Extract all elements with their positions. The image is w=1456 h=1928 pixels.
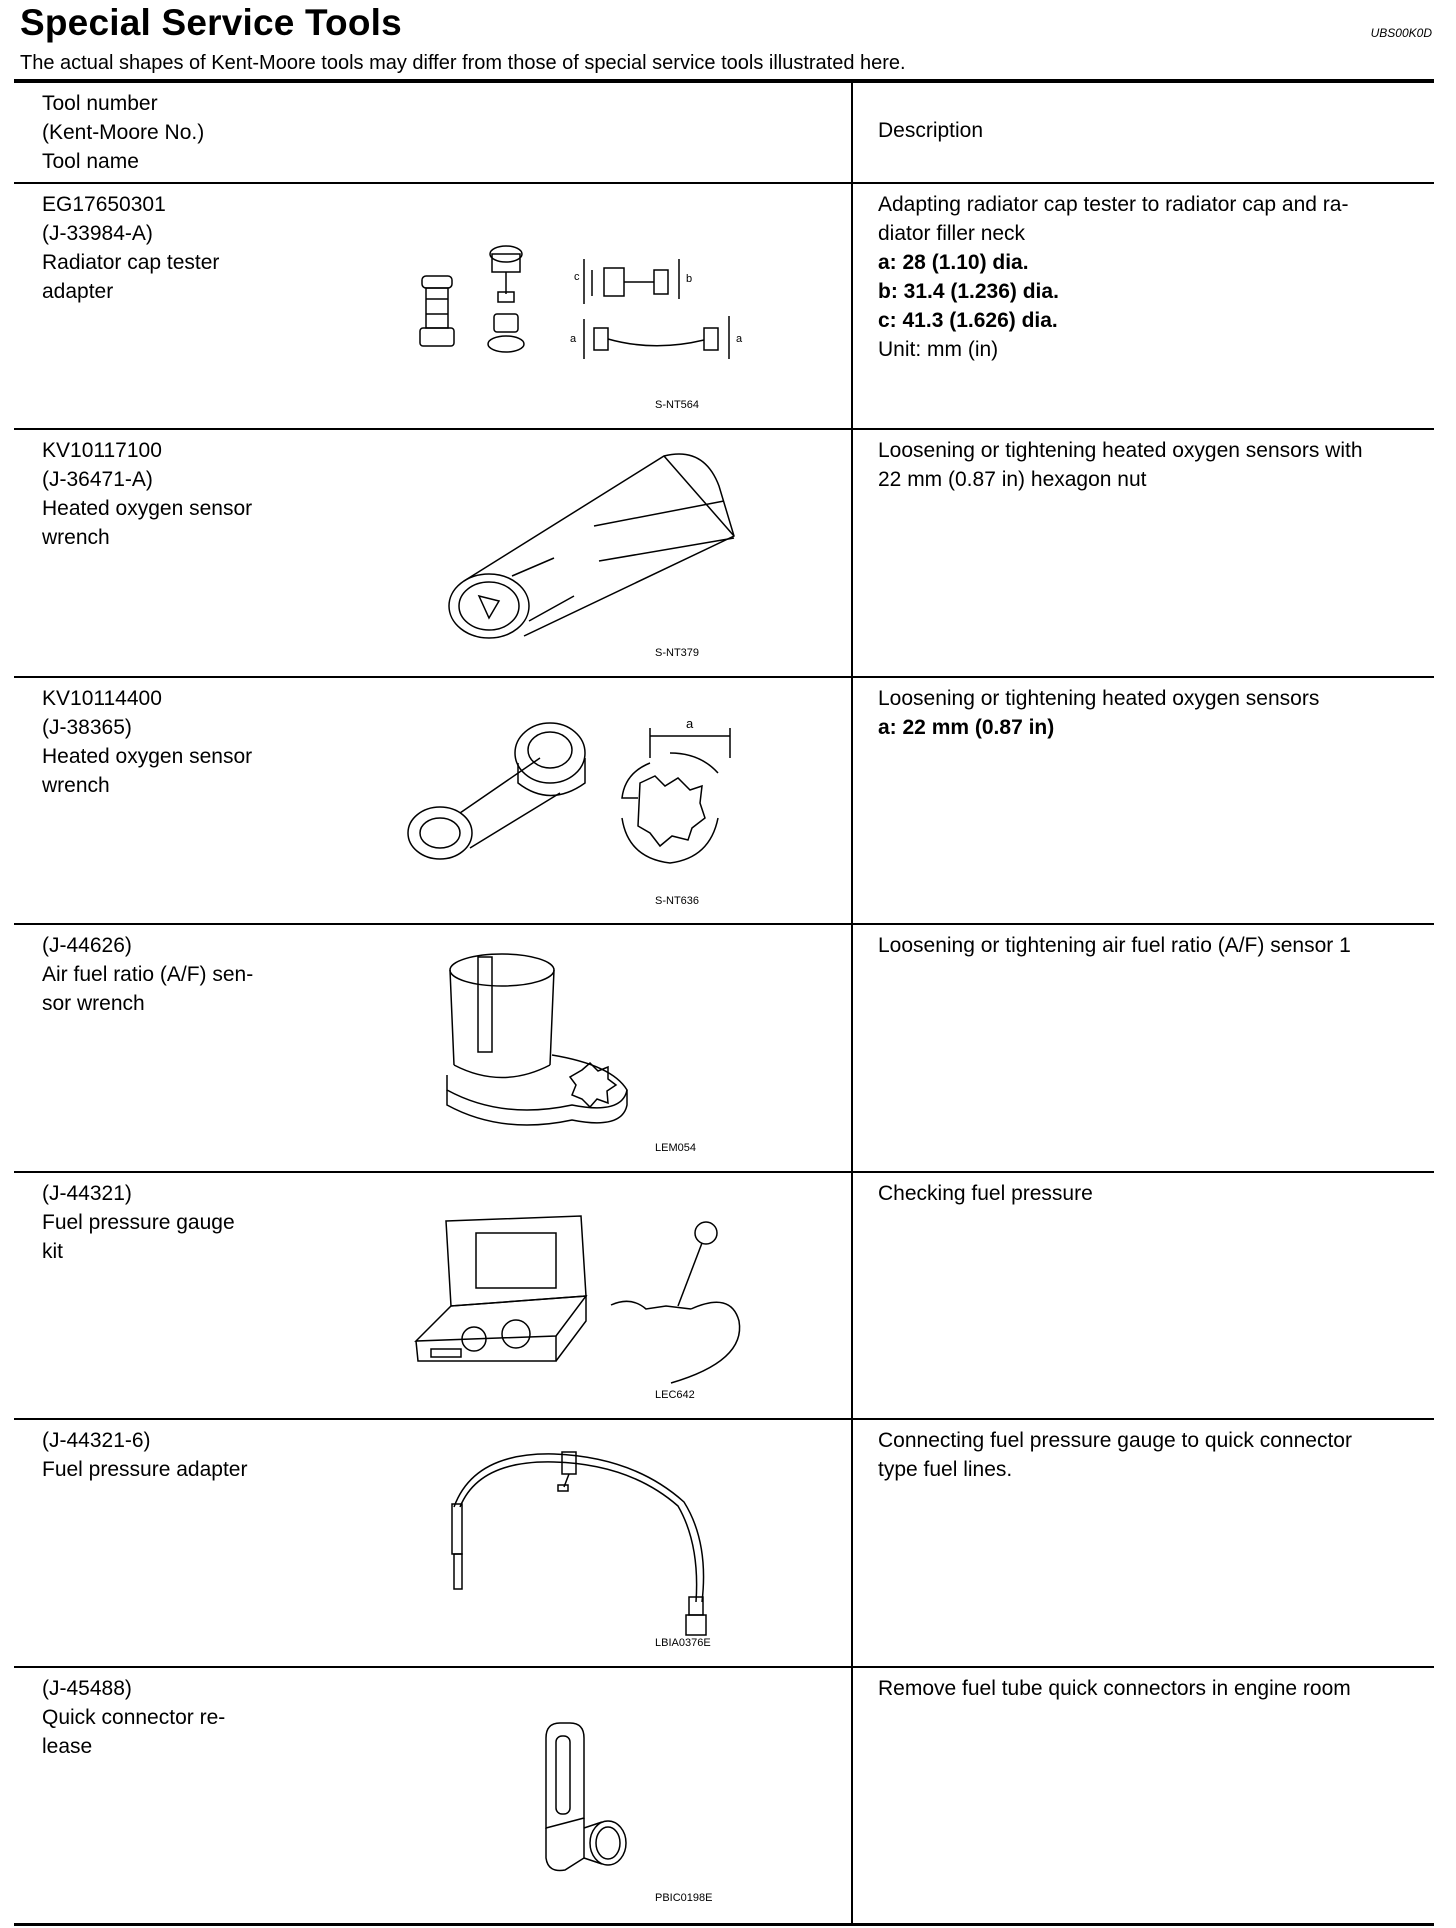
desc-line: type fuel lines. bbox=[878, 1458, 1013, 1481]
fuel-pressure-adapter-illustration bbox=[434, 1432, 734, 1632]
tool-info bbox=[42, 436, 322, 552]
dim-label-c: c bbox=[574, 271, 580, 283]
desc-line: 22 mm (0.87 in) hexagon nut bbox=[878, 468, 1147, 491]
tool-description bbox=[878, 190, 1428, 364]
tool-description bbox=[878, 1179, 1428, 1208]
figure-label: LEM054 bbox=[655, 1142, 696, 1154]
tool-name: Radiator cap tester bbox=[42, 251, 220, 274]
tool-name-cont: adapter bbox=[42, 280, 114, 303]
tool-name-cont: sor wrench bbox=[42, 992, 145, 1015]
tool-info bbox=[42, 1674, 322, 1761]
header-description: Description bbox=[878, 119, 984, 142]
tool-info bbox=[42, 190, 322, 306]
unit-note: Unit: mm (in) bbox=[878, 338, 999, 361]
kent-moore-number: (J-45488) bbox=[42, 1677, 132, 1700]
desc-line: Loosening or tightening heated oxygen sensors with bbox=[878, 439, 1363, 462]
tool-name: Air fuel ratio (A/F) sen- bbox=[42, 963, 254, 986]
tool-description bbox=[878, 1674, 1428, 1703]
tool-name: Heated oxygen sensor bbox=[42, 497, 253, 520]
table-header-row bbox=[14, 83, 1434, 184]
table-row bbox=[14, 925, 1434, 1173]
tool-name: Heated oxygen sensor bbox=[42, 745, 253, 768]
figure-label: LEC642 bbox=[655, 1389, 695, 1401]
tool-description bbox=[878, 1426, 1428, 1484]
oxygen-sensor-socket-illustration bbox=[434, 446, 754, 646]
figure-label: S-NT636 bbox=[655, 895, 700, 907]
header-tool-name: Tool name bbox=[42, 150, 139, 173]
desc-line: diator filler neck bbox=[878, 222, 1026, 245]
dimension-a: a: 28 (1.10) dia. bbox=[878, 251, 1029, 274]
tool-description bbox=[878, 684, 1428, 742]
kent-moore-number: (J-44321-6) bbox=[42, 1429, 151, 1452]
tool-info bbox=[42, 931, 322, 1018]
tool-name-cont: wrench bbox=[42, 526, 110, 549]
table-row bbox=[14, 1173, 1434, 1420]
header-tool-number: Tool number bbox=[42, 92, 158, 115]
table-row bbox=[14, 184, 1434, 430]
tool-number: EG17650301 bbox=[42, 193, 166, 216]
dim-label-a: a bbox=[686, 716, 694, 731]
table-row bbox=[14, 1668, 1434, 1923]
tool-name-cont: wrench bbox=[42, 774, 110, 797]
dim-label-b: b bbox=[686, 273, 693, 285]
figure-label: LBIA0376E bbox=[655, 1637, 711, 1649]
tool-info bbox=[42, 1179, 322, 1266]
desc-line: Adapting radiator cap tester to radiator cap and ra- bbox=[878, 193, 1349, 216]
desc-line: Loosening or tightening heated oxygen sensors bbox=[878, 687, 1320, 710]
desc-line: Remove fuel tube quick connectors in engine room bbox=[878, 1677, 1351, 1700]
table-row bbox=[14, 678, 1434, 925]
desc-line: Connecting fuel pressure gauge to quick connector bbox=[878, 1429, 1352, 1452]
desc-line: Loosening or tightening air fuel ratio (A/F) sensor 1 bbox=[878, 934, 1351, 957]
flare-nut-wrench-illustration bbox=[400, 698, 760, 888]
tool-number: KV10117100 bbox=[42, 439, 162, 462]
tool-description bbox=[878, 436, 1428, 494]
figure-label: PBIC0198E bbox=[655, 1892, 713, 1904]
dimension-a: a: 22 mm (0.87 in) bbox=[878, 716, 1055, 739]
header-left bbox=[42, 89, 322, 176]
fuel-pressure-gauge-kit-illustration bbox=[406, 1211, 766, 1391]
kent-moore-number: (J-44626) bbox=[42, 934, 132, 957]
kent-moore-number: (J-33984-A) bbox=[42, 222, 153, 245]
kent-moore-number: (J-44321) bbox=[42, 1182, 132, 1205]
quick-connector-release-illustration bbox=[540, 1718, 650, 1878]
table-row bbox=[14, 430, 1434, 678]
section-code: UBS00K0D bbox=[1370, 26, 1432, 40]
header-kent-moore: (Kent-Moore No.) bbox=[42, 121, 205, 144]
tool-name: Quick connector re- bbox=[42, 1706, 226, 1729]
tool-number: KV10114400 bbox=[42, 687, 162, 710]
dim-label-a: a bbox=[736, 333, 743, 345]
radiator-cap-adapter-illustration bbox=[404, 244, 764, 374]
figure-label: S-NT379 bbox=[655, 647, 700, 659]
tool-description bbox=[878, 931, 1428, 960]
dimension-b: b: 31.4 (1.236) dia. bbox=[878, 280, 1059, 303]
figure-label: S-NT564 bbox=[655, 399, 700, 411]
tool-info bbox=[42, 684, 322, 800]
tool-name-cont: kit bbox=[42, 1240, 63, 1263]
tool-info bbox=[42, 1426, 322, 1484]
desc-line: Checking fuel pressure bbox=[878, 1182, 1093, 1205]
page-subtitle: The actual shapes of Kent-Moore tools may differ from those of special service tools illustrated here. bbox=[20, 52, 906, 74]
kent-moore-number: (J-36471-A) bbox=[42, 468, 153, 491]
page-title: Special Service Tools bbox=[20, 2, 402, 43]
table-row bbox=[14, 1420, 1434, 1668]
tool-name: Fuel pressure adapter bbox=[42, 1458, 248, 1481]
kent-moore-number: (J-38365) bbox=[42, 716, 132, 739]
dim-label-a: a bbox=[570, 333, 577, 345]
tool-name: Fuel pressure gauge bbox=[42, 1211, 235, 1234]
bottom-rule bbox=[14, 1923, 1434, 1926]
dimension-c: c: 41.3 (1.626) dia. bbox=[878, 309, 1058, 332]
tool-name-cont: lease bbox=[42, 1735, 93, 1758]
af-sensor-wrench-illustration bbox=[442, 945, 642, 1155]
